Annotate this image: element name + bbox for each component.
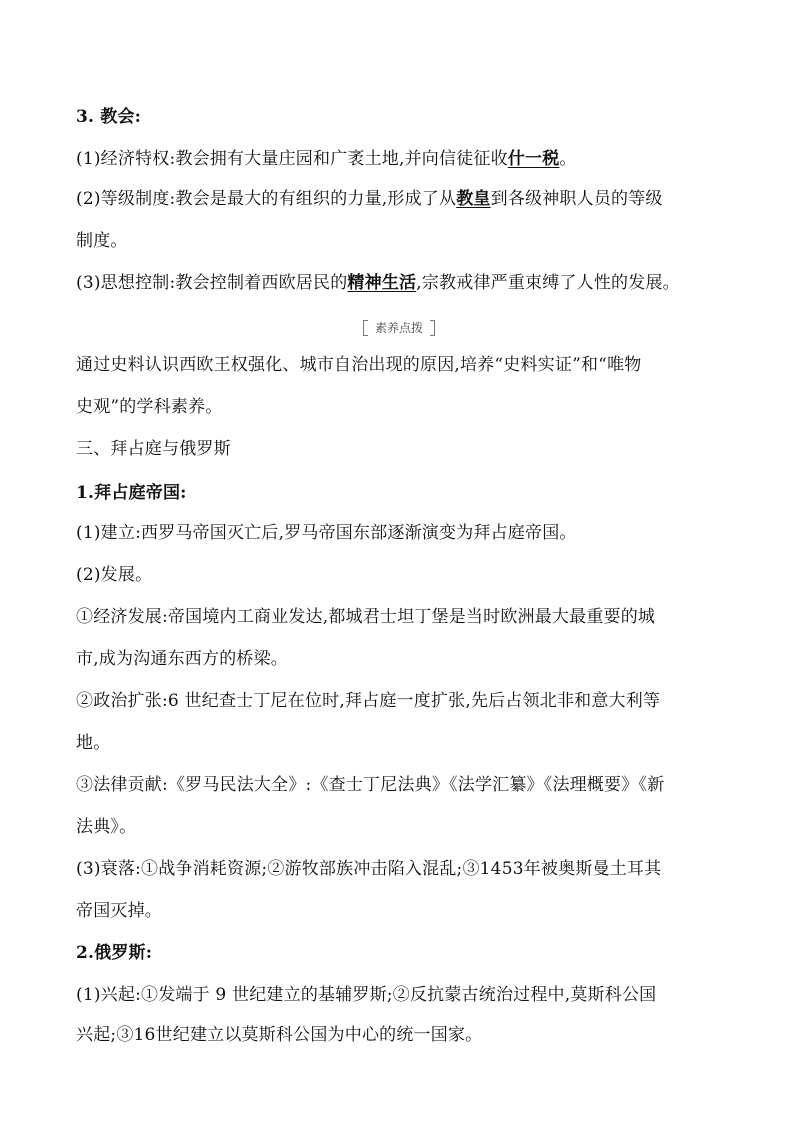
church-hierarchy-cont: 制度。 <box>76 231 128 251</box>
text-segment: (3)思想控制:教会控制着西欧居民的 <box>76 273 348 293</box>
text-segment: 。 <box>559 149 577 169</box>
key-term-spiritual-life: 精神生活 <box>347 273 417 293</box>
byzantine-politics-1: ②政治扩张:6 世纪查士丁尼在位时,拜占庭一度扩张,先后占领北非和意大利等 <box>76 691 661 711</box>
byzantine-heading: 1.拜占庭帝国: <box>76 483 187 503</box>
text-segment: (2)等级制度:教会是最大的有组织的力量,形成了从 <box>76 189 457 209</box>
byzantine-law-1: ③法律贡献:《罗马民法大全》:《查士丁尼法典》《法学汇纂》《法理概要》《新 <box>76 775 665 795</box>
text-segment: 到各级神职人员的等级 <box>490 189 663 209</box>
byzantine-decline-1: (3)衰落:①战争消耗资源;②游牧部族冲击陷入混乱;③1453年被奥斯曼土耳其 <box>76 859 662 879</box>
byzantine-decline-2: 帝国灭掉。 <box>76 901 162 921</box>
literacy-tip-badge <box>363 318 435 338</box>
text-segment: ,宗教戒律严重束缚了人性的发展。 <box>416 273 680 293</box>
byzantine-develop: (2)发展。 <box>76 565 153 585</box>
church-hierarchy <box>76 188 736 210</box>
russia-rise-2: 兴起;③16世纪建立以莫斯科公国为中心的统一国家。 <box>76 1025 483 1045</box>
byzantine-law-2: 法典》。 <box>76 817 137 837</box>
key-term-pope: 教皇 <box>456 189 491 209</box>
badge-label: 素养点拨 <box>374 321 423 335</box>
byzantine-establish: (1)建立:西罗马帝国灭亡后,罗马帝国东部逐渐演变为拜占庭帝国。 <box>76 523 577 543</box>
key-term-tithe: 什一税 <box>507 149 560 169</box>
byzantine-economy-1: ①经济发展:帝国境内工商业发达,都城君士坦丁堡是当时欧洲最大最重要的城 <box>76 607 656 627</box>
russia-heading: 2.俄罗斯: <box>76 943 153 963</box>
tip-text-line-1: 通过史料认识西欧王权强化、城市自治出现的原因,培养“史料实证”和“唯物 <box>76 355 642 375</box>
russia-rise-1: (1)兴起:①发端于 9 世纪建立的基辅罗斯;②反抗蒙古统治过程中,莫斯科公国 <box>76 985 657 1005</box>
section-heading-church: 3. 教会: <box>76 107 142 127</box>
bracket-right-icon <box>430 320 435 336</box>
text-segment: (1)经济特权:教会拥有大量庄园和广袤土地,并向信徒征收 <box>76 149 508 169</box>
byzantine-economy-2: 市,成为沟通东西方的桥梁。 <box>76 649 289 669</box>
part-title-byzantium-russia: 三、拜占庭与俄罗斯 <box>76 439 231 459</box>
byzantine-politics-2: 地。 <box>76 733 111 753</box>
church-thought-control <box>76 272 736 294</box>
tip-text-line-2: 史观”的学科素养。 <box>76 397 223 417</box>
church-economic-privilege <box>76 148 736 170</box>
bracket-left-icon <box>363 320 368 336</box>
